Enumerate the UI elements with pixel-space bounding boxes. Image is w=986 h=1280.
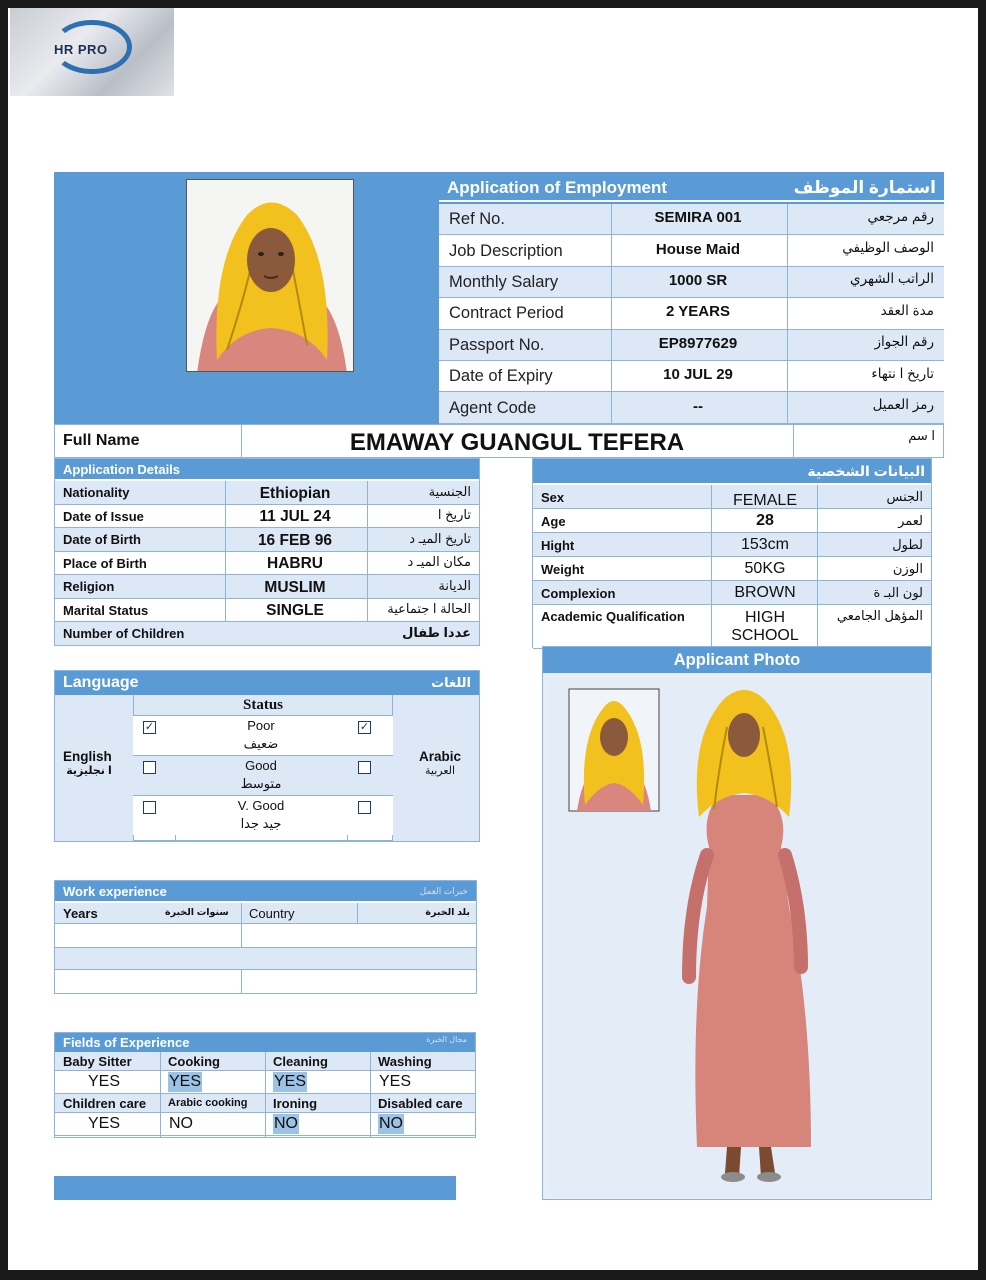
top-table-value: House Maid (655, 240, 741, 258)
top-table-ar: تاريخ ا نتهاء (871, 365, 934, 381)
top-table-value: -- (693, 397, 703, 415)
details-ar: الديانة (438, 577, 471, 593)
field-value: NO (169, 1115, 193, 1132)
work-experience (54, 880, 477, 994)
footer-bar (54, 1176, 456, 1200)
details-label: Nationality (63, 485, 130, 501)
details-value: SINGLE (266, 602, 324, 620)
full-name-row (54, 424, 944, 458)
english-level-checkbox[interactable] (143, 761, 156, 774)
english-label: English ا نجليزية (63, 749, 112, 777)
top-table-label: Passport No. (449, 335, 545, 354)
country-header: Country (249, 905, 295, 921)
arabic-level-checkbox[interactable]: ✓ (359, 721, 370, 733)
personal-label: Weight (541, 561, 585, 577)
application-details-title: Application Details (63, 461, 181, 477)
full-body-photo (549, 677, 927, 1197)
details-value: 11 JUL 24 (259, 508, 331, 526)
top-table-ar: رمز العميل (872, 397, 934, 413)
top-table-ar: الراتب الشهري (850, 271, 934, 287)
details-ar: مكان الميـ د (407, 554, 471, 570)
field-value: YES (169, 1073, 202, 1090)
field-value: YES (88, 1115, 121, 1132)
application-sheet (8, 8, 978, 1270)
details-label: Marital Status (63, 602, 149, 618)
field-label: Washing (378, 1053, 432, 1069)
field-value: YES (274, 1073, 307, 1090)
details-value (225, 622, 365, 648)
employment-title-bar (439, 174, 944, 202)
details-label: Place of Birth (63, 555, 147, 571)
status-header: Status (133, 695, 393, 715)
full-name-value: EMAWAY GUANGUL TEFERA (349, 429, 685, 456)
top-table-value: SEMIRA 001 (654, 209, 742, 227)
full-name-ar: ا سم (908, 428, 935, 443)
personal-value: 28 (756, 512, 774, 529)
english-level-checkbox[interactable]: ✓ (144, 721, 155, 733)
personal-ar: الجنس (886, 489, 923, 504)
top-table-label: Job Description (449, 241, 563, 260)
top-table-ar: الوصف الوظيفي (842, 240, 934, 256)
top-table-label: Monthly Salary (449, 272, 559, 291)
personal-label: Complexion (541, 585, 616, 601)
personal-value: 153cm (740, 536, 790, 553)
level-label-ar: جيد جدا (240, 816, 282, 831)
arabic-level-checkbox[interactable] (358, 761, 371, 774)
details-label: Religion (63, 579, 115, 595)
personal-ar: الوزن (892, 561, 923, 576)
level-label: V. Good (237, 797, 285, 813)
top-table-value: 10 JUL 29 (663, 366, 733, 384)
field-label: Arabic cooking (168, 1097, 248, 1109)
details-ar: تاريخ الميـ د (409, 530, 471, 546)
details-label: Date of Birth (63, 532, 141, 548)
fields-title-ar: مجال الخبرة (426, 1034, 467, 1044)
fields-title: Fields of Experience (63, 1035, 190, 1050)
field-value: YES (379, 1073, 412, 1090)
personal-data-title: البيانات الشخصية (807, 462, 925, 479)
applicant-photo-panel (542, 646, 932, 1200)
details-value: MUSLIM (264, 578, 326, 596)
top-table-label: Contract Period (449, 304, 564, 323)
language-title: Language (63, 674, 139, 691)
work-experience-title-ar: خبرات العمل (419, 885, 468, 896)
employment-title-ar: استمارة الموظف (793, 178, 936, 197)
language-section (54, 670, 480, 842)
field-label: Cleaning (273, 1053, 328, 1069)
top-table-label: Date of Expiry (449, 367, 553, 386)
personal-ar: لون البـ ة (873, 585, 923, 600)
details-label: Date of Issue (63, 508, 144, 524)
personal-value: HIGH SCHOOL (731, 609, 799, 644)
top-table (439, 204, 944, 424)
details-ar: الجنسية (428, 483, 471, 499)
field-value: YES (88, 1073, 121, 1090)
full-name-label: Full Name (63, 432, 140, 449)
details-ar: عددا طفال (402, 624, 471, 640)
field-label: Disabled care (378, 1095, 463, 1111)
application-details (54, 458, 480, 646)
level-label: Poor (247, 717, 275, 733)
personal-ar: لعمر (898, 513, 923, 528)
top-table-label: Ref No. (449, 210, 505, 229)
details-value: Ethiopian (259, 484, 331, 502)
years-header: Years (63, 905, 98, 921)
top-table-value: EP8977629 (658, 334, 738, 352)
field-label: Cooking (168, 1053, 220, 1069)
personal-value: 50KG (744, 560, 786, 577)
arabic-level-checkbox[interactable] (358, 801, 371, 814)
top-table-ar: مدة العقد (880, 302, 934, 318)
details-ar: تاريخ ا (437, 507, 471, 523)
level-label-ar: ضعيف (243, 736, 279, 751)
top-table-label: Agent Code (449, 398, 537, 417)
personal-label: Hight (541, 537, 575, 553)
personal-label: Sex (541, 489, 565, 505)
field-value: NO (274, 1115, 298, 1132)
hr-pro-logo: HR PRO (10, 8, 174, 96)
level-label-ar: متوسط (240, 776, 282, 791)
personal-label: Academic Qualification (541, 608, 685, 624)
top-table-value: 2 YEARS (666, 303, 730, 321)
english-level-checkbox[interactable] (143, 801, 156, 814)
personal-data (532, 458, 932, 648)
top-table-value: 1000 SR (668, 271, 728, 289)
field-label: Ironing (273, 1095, 318, 1111)
years-header-ar: سنوات الخبرة (165, 906, 229, 918)
fields-of-experience (54, 1032, 476, 1138)
personal-value: FEMALE (732, 492, 797, 509)
work-experience-title: Work experience (63, 883, 167, 899)
details-label: Number of Children (63, 626, 185, 642)
personal-ar: المؤهل الجامعي (836, 608, 923, 623)
field-label: Baby Sitter (63, 1053, 132, 1069)
level-label: Good (245, 757, 277, 773)
details-value: HABRU (267, 555, 323, 573)
language-title-ar: اللغات (431, 675, 471, 690)
employment-title: Application of Employment (447, 178, 668, 197)
field-label: Children care (63, 1095, 147, 1111)
personal-ar: لطول (892, 537, 923, 552)
details-value: 16 FEB 96 (257, 531, 333, 549)
details-ar: الحالة ا جتماعية (387, 601, 471, 617)
applicant-photo-title: Applicant Photo (673, 650, 801, 669)
top-table-ar: رقم مرجعي (867, 208, 934, 224)
arabic-label: Arabic العربية (419, 749, 462, 777)
top-table-ar: رقم الجواز (874, 334, 934, 350)
field-value: NO (379, 1115, 403, 1132)
country-header-ar: بلد الخبرة (425, 906, 470, 918)
personal-value: BROWN (734, 584, 796, 601)
personal-label: Age (541, 513, 566, 529)
passport-photo (186, 179, 354, 372)
